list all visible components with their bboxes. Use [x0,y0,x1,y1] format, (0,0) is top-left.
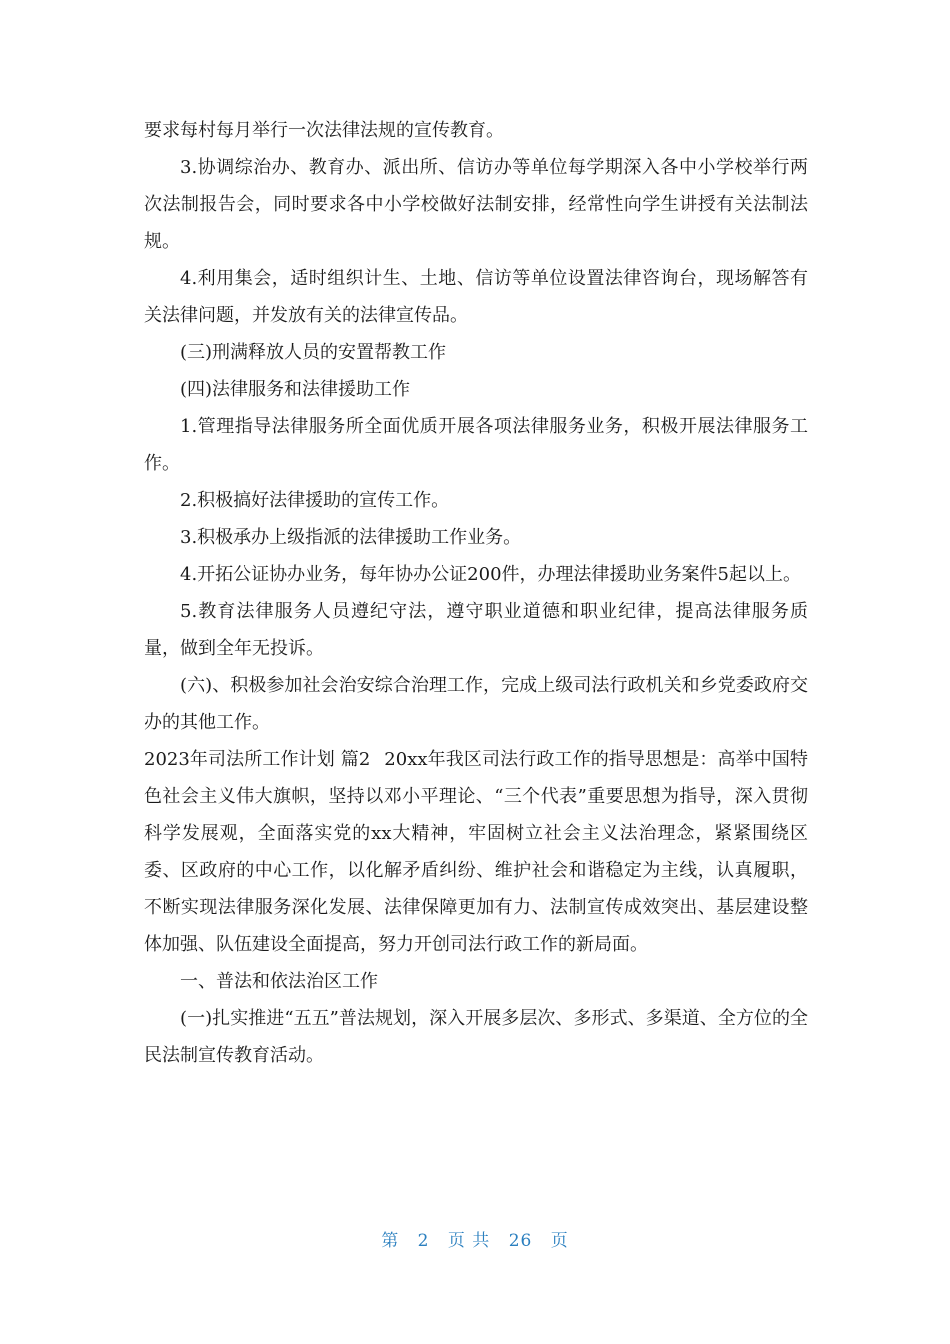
paragraph: 4.开拓公证协办业务，每年协办公证200件，办理法律援助业务案件5起以上。 [180,564,801,585]
paragraph: 要求每村每月举行一次法律法规的宣传教育。 [144,120,504,141]
paragraph: 3.积极承办上级指派的法律援助工作业务。 [180,527,522,548]
paragraph: 4.利用集会，适时组织计生、土地、信访等单位设置法律咨询台，现场解答有关法律问题，并发放有关的法律宣传品。 [144,268,808,326]
paragraph: 2.积极搞好法律援助的宣传工作。 [180,490,450,511]
paragraph: 5.教育法律服务人员遵纪守法，遵守职业道德和职业纪律，提高法律服务质量，做到全年无投诉。 [144,601,808,659]
section-title: 2023年司法所工作计划 篇2 [144,749,371,770]
paragraph: (一)扎实推进“五五”普法规划，深入开展多层次、多形式、多渠道、全方位的全民法制宣传教育活动。 [144,1008,808,1066]
paragraph: 3.协调综治办、教育办、派出所、信访办等单位每学期深入各中小学校举行两次法制报告会，同时要求各中小学校做好法制安排，经常性向学生讲授有关法制法规。 [144,157,808,252]
paragraph: (三)刑满释放人员的安置帮教工作 [180,342,447,363]
section-body: 20xx年我区司法行政工作的指导思想是：高举中国特色社会主义伟大旗帜，坚持以邓小平理论、“三个代表”重要思想为指导，深入贯彻科学发展观，全面落实党的xx大精神，牢固树立社会主义法治理念，紧紧围绕区委、区政府的中心工作，以化解矛盾纠纷、维护社会和谐稳定为主线，认真履职，不断实现法律服务深化发展、法律保障更加有力、法制宣传成效突出、基层建设整体加强、队伍建设全面提高，努力开创司法行政工作的新局面。 [144,749,808,955]
paragraph: 一、普法和依法治区工作 [180,971,378,992]
document-body [144,112,808,1074]
footer-label-ye: 页 [550,1231,569,1251]
page-footer [0,1226,950,1251]
footer-current-page: 2 [417,1231,430,1251]
section-paragraph [144,741,808,963]
footer-total-pages: 26 [508,1231,533,1251]
paragraph: 1.管理指导法律服务所全面优质开展各项法律服务业务，积极开展法律服务工作。 [144,416,808,474]
footer-label-di: 第 [381,1231,400,1251]
paragraph: (四)法律服务和法律援助工作 [180,379,411,400]
footer-label-ye-gong: 页 共 [447,1231,491,1251]
paragraph: (六)、积极参加社会治安综合治理工作，完成上级司法行政机关和乡党委政府交办的其他工作。 [144,675,808,733]
